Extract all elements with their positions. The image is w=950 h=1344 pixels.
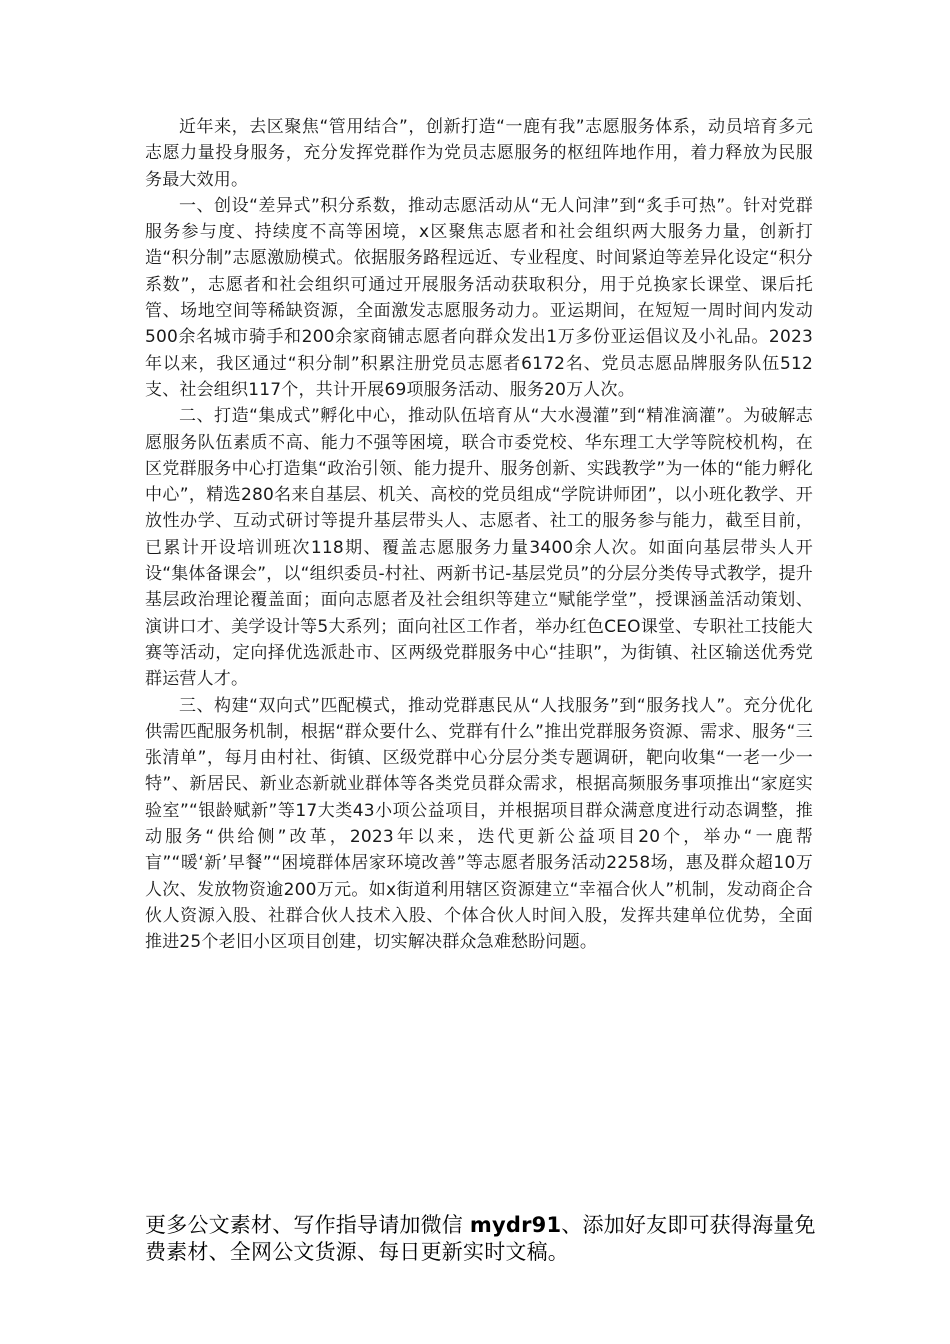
footer-suffix: 、添加好友即可获得海量免费素材、全网公文货源、每日更新实时文稿。 — [145, 1213, 816, 1264]
section-3-paragraph: 三、构建“双向式”匹配模式，推动党群惠民从“人找服务”到“服务找人”。充分优化供需匹配服务机制，根据“群众要什么、党群有什么”推出党群服务资源、需求、服务“三张清单”，每月由村社、街镇、区级党群中心分层分类专题调研，靶向收集“一老一少一特”、新居民、新业态新就业群体等各类党员群众需求，根据高频服务事项推出“家庭实验室”“银龄赋新”等17大类43小项公益项目，并根据项目群众满意度进行动态调整，推动服务“供给侧”改革，2023年以来，迭代更新公益项目20个，举办“一鹿帮盲”“暖‘新’早餐”“困境群体居家环境改善”等志愿者服务活动2258场，惠及群众超10万人次、发放物资逾200万元。如x街道利用辖区资源建立“幸福合伙人”机制，发动商企合伙人资源入股、社群合伙人技术入股、个体合伙人时间入股，发挥共建单位优势，全面推进25个老旧小区项目创建，切实解决群众急难愁盼问题。 — [145, 695, 813, 953]
section-1-paragraph: 一、创设“差异式”积分系数，推动志愿活动从“无人问津”到“炙手可热”。针对党群服务参与度、持续度不高等困境，x区聚焦志愿者和社会组织两大服务力量，创新打造“积分制”志愿激励模式。依据服务路程远近、专业程度、时间紧迫等差异化设定“积分系数”，志愿者和社会组织可通过开展服务活动获取积分，用于兑换家长课堂、课后托管、场地空间等稀缺资源，全面激发志愿服务动力。亚运期间，在短短一周时间内发动500余名城市骑手和200余家商铺志愿者向群众发出1万多份亚运倡议及小礼品。2023年以来，我区通过“积分制”积累注册党员志愿者6172名、党员志愿品牌服务队伍512支、社会组织117个，共计开展69项服务活动、服务20万人次。 — [145, 195, 813, 400]
wechat-id: mydr91 — [469, 1213, 562, 1237]
promo-footer — [145, 1212, 825, 1266]
article-body — [145, 114, 813, 956]
footer-prefix: 更多公文素材、写作指导请加微信 — [145, 1213, 470, 1237]
intro-paragraph: 近年来，去区聚焦“管用结合”，创新打造“一鹿有我”志愿服务体系，动员培育多元志愿力量投身服务，充分发挥党群作为党员志愿服务的枢纽阵地作用，着力释放为民服务最大效用。 — [145, 117, 813, 190]
section-2-paragraph: 二、打造“集成式”孵化中心，推动队伍培育从“大水漫灌”到“精准滴灌”。为破解志愿服务队伍素质不高、能力不强等困境，联合市委党校、华东理工大学等院校机构，在区党群服务中心打造集“政治引领、能力提升、服务创新、实践教学”为一体的“能力孵化中心”，精选280名来自基层、机关、高校的党员组成“学院讲师团”，以小班化教学、开放性办学、互动式研讨等提升基层带头人、志愿者、社工的服务参与能力，截至目前，已累计开设培训班次118期、覆盖志愿服务力量3400余人次。如面向基层带头人开设“集体备课会”，以“组织委员-村社、两新书记-基层党员”的分层分类传导式教学，提升基层政治理论覆盖面；面向志愿者及社会组织等建立“赋能学堂”，授课涵盖活动策划、演讲口才、美学设计等5大系列；面向社区工作者，举办红色CEO课堂、专职社工技能大赛等活动，定向择优选派赴市、区两级党群服务中心“挂职”，为街镇、社区输送优秀党群运营人才。 — [145, 406, 813, 690]
